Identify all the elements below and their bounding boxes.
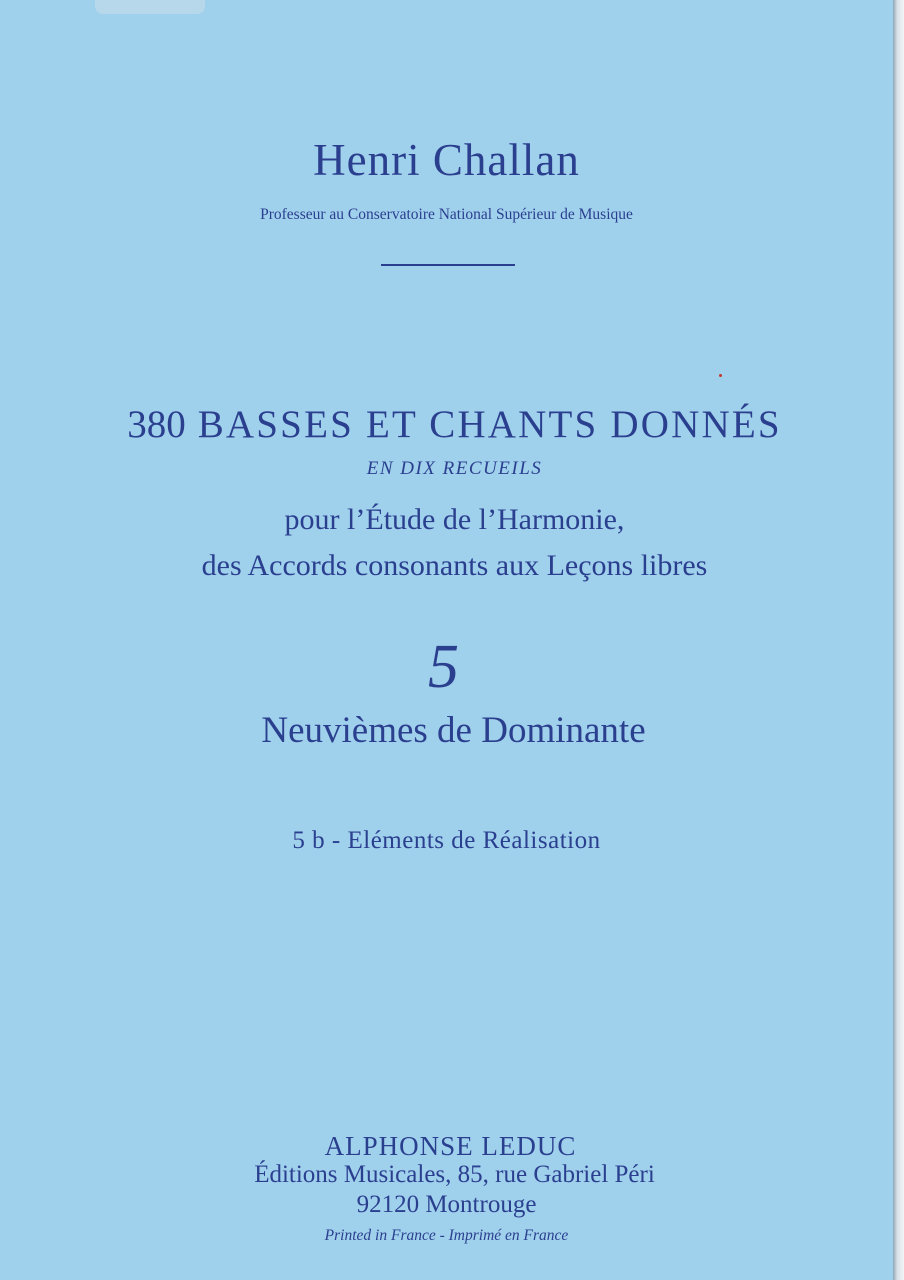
volume-title: Neuvièmes de Dominante xyxy=(261,710,646,751)
title-text: BASSES ET CHANTS DONNÉS xyxy=(197,403,782,446)
top-paper-strip xyxy=(95,0,205,14)
purpose-line-2: des Accords consonants aux Leçons libres xyxy=(201,549,708,582)
title-number: 380 xyxy=(127,403,186,446)
printed-notice: Printed in France - Imprimé en France xyxy=(324,1227,569,1244)
collection-subtitle: EN DIX RECUEILS xyxy=(366,458,543,479)
part-title: 5 b - Eléments de Réalisation xyxy=(292,827,601,854)
publisher-address-2: 92120 Montrouge xyxy=(356,1191,537,1218)
author-name: Henri Challan xyxy=(313,135,580,185)
divider-rule xyxy=(381,264,515,266)
volume-number: 5 xyxy=(428,633,459,701)
publisher-name: ALPHONSE LEDUC xyxy=(324,1131,577,1161)
author-position: Professeur au Conservatoire National Supérieur de Musique xyxy=(260,206,633,223)
publisher-address-1: Éditions Musicales, 85, rue Gabriel Péri xyxy=(254,1161,655,1188)
page-edge xyxy=(893,0,904,1280)
main-title xyxy=(8,402,901,447)
purpose-line-1: pour l’Étude de l’Harmonie, xyxy=(284,503,625,536)
ink-speck xyxy=(719,374,722,377)
